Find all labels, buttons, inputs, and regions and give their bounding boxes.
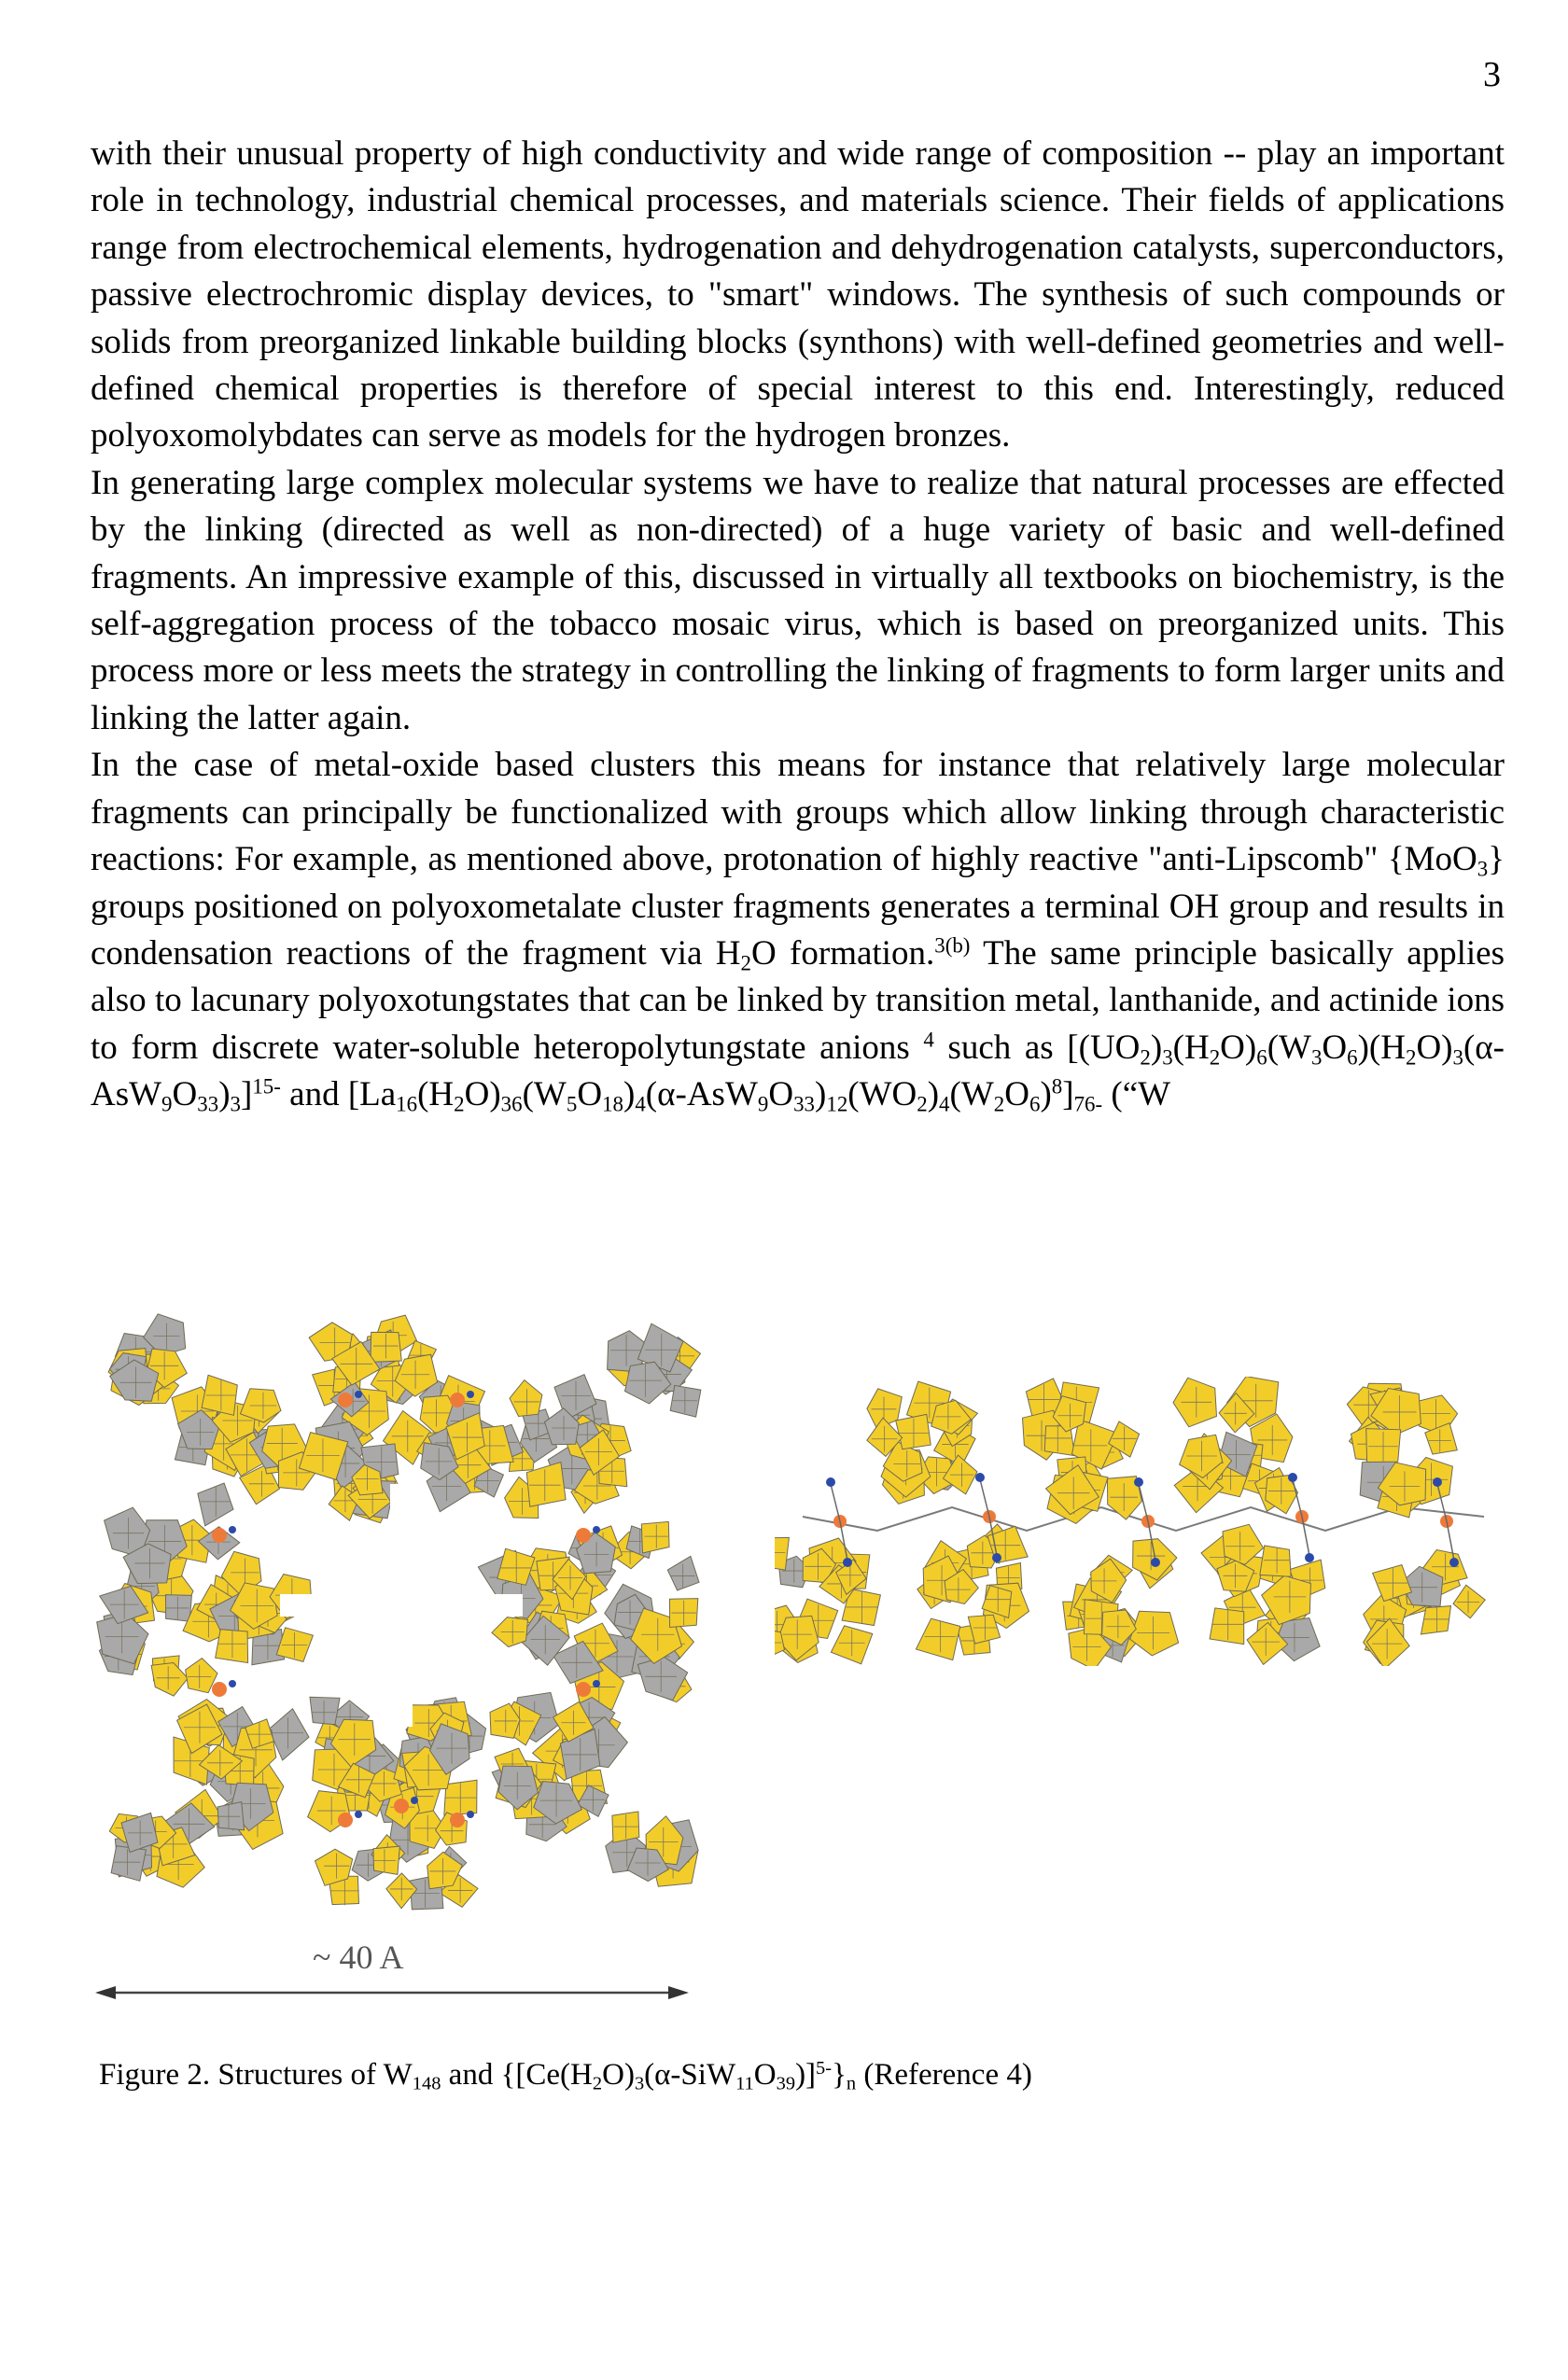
water-oxygen-atom bbox=[975, 1473, 985, 1482]
water-oxygen-atom bbox=[1449, 1558, 1459, 1567]
lanthanum-atom bbox=[338, 1393, 353, 1407]
lanthanum-atom bbox=[338, 1813, 353, 1827]
central-cavity bbox=[280, 1484, 523, 1727]
lanthanum-atom bbox=[394, 1799, 409, 1813]
w148-fragment-6 bbox=[165, 1700, 309, 1850]
oxygen-atom bbox=[411, 1797, 418, 1804]
oxygen-atom bbox=[229, 1526, 236, 1533]
oxygen-atom bbox=[355, 1391, 362, 1398]
water-oxygen-atom bbox=[1151, 1558, 1160, 1567]
chain-upper-unit-3 bbox=[1173, 1377, 1298, 1514]
body-text bbox=[91, 131, 1505, 1119]
chain-upper-unit-1 bbox=[867, 1381, 978, 1504]
water-oxygen-atom bbox=[1134, 1477, 1143, 1487]
paragraph-2: In generating large complex molecular systems we have to realize that natural processes are effected by the linking (directed as well as non-directed) of a huge variety of basic and well-defined fragments. An impressive example of this, discussed in virtually all textbooks on biochemistry, is the self-aggregation process of the tobacco mosaic virus, which is based on preorganized units. This process more or less meets the strategy in controlling the linking of fragments to form larger units and linking the latter again. bbox=[91, 463, 1505, 737]
oxygen-atom bbox=[467, 1811, 474, 1818]
water-oxygen-atom bbox=[826, 1477, 835, 1487]
page-number: 3 bbox=[1483, 55, 1501, 94]
water-oxygen-atom bbox=[1433, 1477, 1442, 1487]
oxygen-atom bbox=[229, 1680, 236, 1687]
w148-fragment-7 bbox=[490, 1692, 627, 1841]
lanthanum-atom bbox=[212, 1682, 227, 1697]
oxygen-atom bbox=[593, 1526, 600, 1533]
figure-caption: Figure 2. Structures of $W_{148}$ and $\{[Ce(H_2O)_3(\alpha-SiW_{11}O_{39})]^{5-}\}_n$ (Reference 4) bbox=[99, 2057, 1032, 2094]
figure-w148-structure bbox=[93, 1297, 709, 1932]
lanthanum-atom bbox=[576, 1528, 591, 1543]
chain-lower-unit-1 bbox=[775, 1537, 880, 1663]
w148-cap-fragment-4 bbox=[606, 1812, 699, 1886]
paragraph-1: with their unusual property of high conductivity and wide range of composition -- play an important role in technology, industrial chemical processes, and materials science. Their fields of applications range from electrochemical elements, hydrogenation and dehydrogenation catalysts, superconductors, passive electrochromic display devices, to "smart" windows. The synthesis of such compounds or solids from preorganized linkable building blocks (synthons) with well-defined geometries and well-defined chemical properties is therefore of special interest to this end. Interestingly, reduced polyoxomolybdates can serve as models for the hydrogen bronzes. bbox=[91, 134, 1505, 455]
water-oxygen-atom bbox=[843, 1558, 852, 1567]
lanthanum-atom bbox=[450, 1393, 465, 1407]
figure-linear-polymer-structure bbox=[775, 1377, 1521, 1666]
chain-upper-unit-2 bbox=[1023, 1379, 1142, 1524]
water-oxygen-atom bbox=[992, 1553, 1001, 1562]
lanthanum-atom bbox=[576, 1682, 591, 1697]
oxygen-atom bbox=[593, 1680, 600, 1687]
scale-arrow bbox=[93, 1979, 691, 2007]
w148-cap-fragment-2 bbox=[608, 1323, 701, 1417]
w148-inner-fragment-1 bbox=[300, 1421, 399, 1522]
chain-lower-unit-4 bbox=[1201, 1524, 1325, 1664]
w148-fragment-5 bbox=[553, 1521, 699, 1709]
chain-lower-unit-5 bbox=[1364, 1550, 1486, 1667]
w148-cap-fragment-1 bbox=[108, 1314, 187, 1406]
lanthanum-atom bbox=[450, 1813, 465, 1827]
oxygen-atom bbox=[467, 1391, 474, 1398]
water-oxygen-atom bbox=[1288, 1473, 1297, 1482]
lanthanum-atom bbox=[212, 1528, 227, 1543]
oxygen-atom bbox=[355, 1811, 362, 1818]
scale-label: ~ 40 A bbox=[313, 1939, 404, 1976]
water-oxygen-atom bbox=[1305, 1553, 1314, 1562]
chain-lower-unit-2 bbox=[916, 1524, 1029, 1660]
paragraph-3: In the case of metal-oxide based clusters this means for instance that relatively large molecular fragments can principally be functionalized with groups which allow linking through characteristic reactions: For example, as mentioned above, protonation of highly reactive "anti-Lipscomb" {MoO$_3$} groups positioned on polyoxometalate cluster fragments generates a terminal OH group and results in condensation reactions of the fragment via $H_2O$ formation.$^{3(b)}$ The same principle basically applies also to lacunary polyoxotungstates that can be linked by transition metal, lanthanide, and actinide ions to form discrete water-soluble heteropolytungstate anions $^4$ such as $[(UO_2)_3(H_2O)_6(W_3O_6)(H_2O)_3(\alpha-AsW_9O_{33})_3]^{15-}$ and $[La_{16}(H_2O)_{36}(W_5O_{18})_4(\alpha-AsW_9O_{33})_{12}(WO_2)_4(W_2O_6)^8]_{76-}$ (“W bbox=[91, 746, 1505, 1116]
chain-lower-unit-3 bbox=[1063, 1539, 1179, 1666]
w148-fragment-2 bbox=[172, 1375, 316, 1526]
